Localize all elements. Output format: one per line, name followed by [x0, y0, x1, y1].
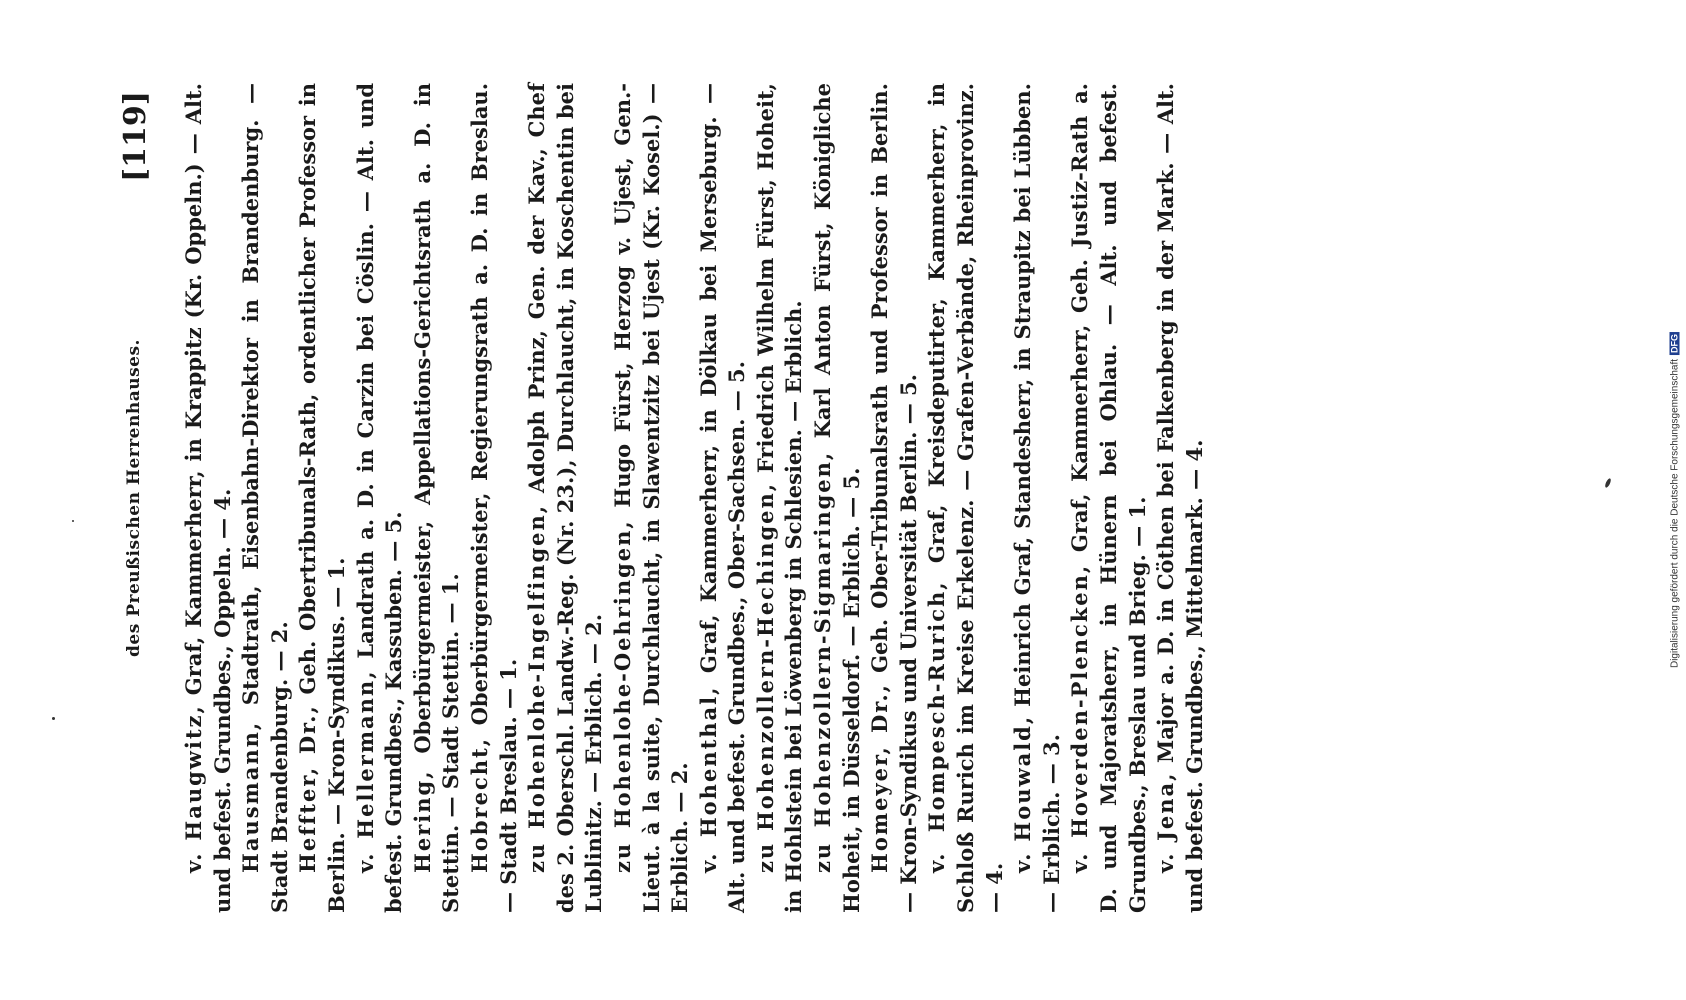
- member-details: Oberbürgermeister, Appellations-Gerichtsrath a. D. in Stettin. — Stadt Stettin. — 1.: [409, 83, 464, 913]
- member-entry: [1009, 83, 1066, 913]
- member-details: Major a. D. in Cöthen bei Falkenberg in der Mark. — Alt. und befest. Grundbes., Mittelmark. — 4.: [1153, 83, 1207, 913]
- member-entry: [695, 83, 752, 913]
- member-details: Graf, Kammerherr, Geh. Justiz-Rath a. D. und Majoratsherr, in Hünern bei Ohlau. — Alt. und befest. Grundbes., Breslau und Brieg. — 1.: [1067, 83, 1150, 913]
- member-details: Friedrich Wilhelm Fürst, Hoheit, in Hohlstein bei Löwenberg in Schlesien. — Erblich.: [752, 83, 807, 913]
- member-entry: [866, 83, 923, 913]
- member-details: Oberbürgermeister, Regierungsrath a. D. in Breslau. — Stadt Breslau. — 1.: [466, 83, 521, 913]
- member-name: zu Hohenzollern-Hechingen,: [752, 481, 778, 873]
- member-name: v. Hellermann,: [352, 669, 378, 873]
- member-details: Graf, Kreisdeputirter, Kammerherr, in Schloß Rurich im Kreise Erkelenz. — Grafen-Verbände, Rheinprovinz. — 4.: [924, 83, 1007, 913]
- member-details: Landrath a. D. in Carzin bei Cöslin. — Alt. und befest. Grundbes., Kassuben. — 5.: [352, 82, 407, 913]
- member-details: Adolph Prinz, Gen. der Kav., Chef des 2. Oberschl. Landw.-Reg. (Nr. 23.), Durchlaucht, in Koschentin bei Lublinitz. — Erblich. — 2.: [524, 83, 607, 913]
- member-name: Homeyer, Dr.,: [867, 683, 893, 873]
- member-entry: [237, 83, 294, 913]
- member-name: v. Hoverden-Plencken,: [1067, 563, 1093, 873]
- member-name: Hobrecht,: [466, 736, 492, 873]
- member-details: Graf, Kammerherr, in Dölkau bei Merseburg. — Alt. und befest. Grundbes., Ober-Sachsen. — 5.: [695, 83, 750, 913]
- member-entry: [352, 83, 409, 913]
- member-name: zu Hohenlohe-Oehringen,: [609, 519, 635, 873]
- member-name: Hering,: [409, 769, 435, 873]
- member-details: Hugo Fürst, Herzog v. Ujest, Gen.-Lieut. à la suite, Durchlaucht, in Slawentzitz bei Ujest (Kr. Kosel.) — Erblich. — 2.: [609, 83, 693, 913]
- member-entry: [409, 83, 466, 913]
- member-list: [180, 83, 1209, 913]
- scan-speck: [52, 717, 55, 720]
- digitization-credit: [1670, 332, 1681, 668]
- member-entry: [1066, 83, 1152, 913]
- member-entry: [523, 83, 609, 913]
- member-details: Geh. Ober-Tribunalsrath und Professor in Berlin. — Kron-Syndikus und Universität Berlin. — 5.: [867, 83, 921, 913]
- member-name: v. Hompesch-Rurich,: [924, 580, 950, 873]
- member-name: Heffter, Dr.,: [295, 704, 321, 873]
- member-name: v. Hohenthal,: [695, 685, 721, 873]
- member-name: v. Haugwitz,: [181, 704, 206, 873]
- member-details: Geh. Obertribunals-Rath, ordentlicher Professor in Berlin. — Kron-Syndikus. — 1.: [295, 83, 349, 913]
- dfg-logo: DFG: [1669, 333, 1680, 353]
- member-entry: [609, 83, 695, 913]
- member-details: Stadtrath, Eisenbahn-Direktor in Brandenburg. — Stadt Brandenburg. — 2.: [238, 83, 292, 913]
- member-entry: [809, 83, 866, 913]
- rotated-page-content: [118, 83, 1428, 913]
- member-entry: [752, 83, 809, 913]
- member-details: Karl Anton Fürst, Königliche Hoheit, in Düsseldorf. — Erblich. — 5.: [810, 82, 864, 913]
- member-entry: [1152, 83, 1209, 913]
- member-name: zu Hohenzollern-Sigmaringen,: [810, 450, 836, 873]
- member-entry: [923, 83, 1009, 913]
- member-entry: [294, 83, 351, 913]
- page-number: [119]: [118, 91, 153, 183]
- running-head-title: des Preußischen Herrenhauses.: [124, 339, 144, 657]
- member-entry: [466, 83, 523, 913]
- member-name: Hausmann,: [238, 720, 264, 873]
- member-name: v. Houwald,: [1010, 714, 1036, 873]
- running-head: [118, 83, 158, 913]
- member-name: v. Jena,: [1153, 771, 1179, 873]
- member-details: Graf, Kammerherr, in Krappitz (Kr. Oppeln.) — Alt. und befest. Grundbes., Oppeln. — 4.: [181, 83, 235, 913]
- scan-speck: [72, 520, 74, 522]
- member-details: Heinrich Graf, Standesherr, in Straupitz bei Lübben. — Erblich. — 3.: [1010, 83, 1064, 913]
- member-entry: [180, 83, 237, 913]
- member-name: zu Hohenlohe-Ingelfingen,: [524, 503, 550, 873]
- credit-text: Digitalisierung gefördert durch die Deutsche Forschungsgemeinschaft: [1669, 358, 1681, 669]
- scan-speck: [1604, 478, 1612, 489]
